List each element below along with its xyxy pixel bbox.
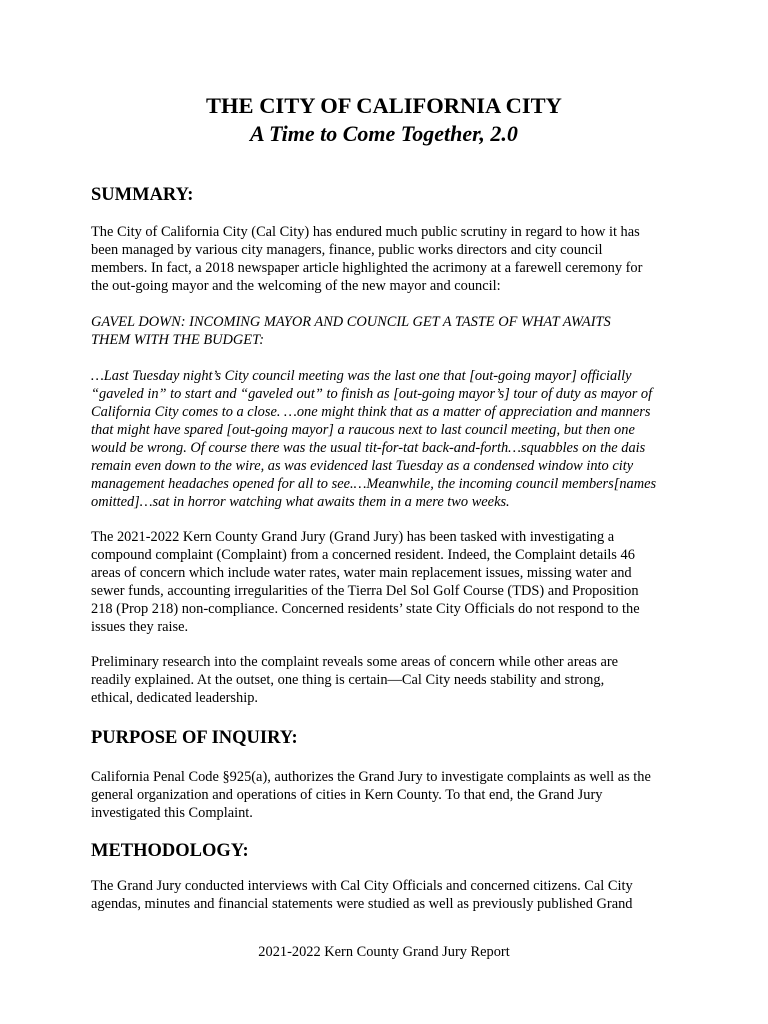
methodology-heading: METHODOLOGY: xyxy=(91,841,249,861)
quote-line: management headaches opened for all to see.…Meanwhile, the incoming council members[names xyxy=(91,476,657,492)
paragraph-line: sewer funds, accounting irregularities of the Tierra Del Sol Golf Course (TDS) and Proposition xyxy=(91,583,639,599)
methodology-paragraph xyxy=(91,877,681,913)
complaint-paragraph xyxy=(91,528,681,636)
document-title: THE CITY OF CALIFORNIA CITY xyxy=(206,93,562,118)
paragraph-line: 218 (Prop 218) non-compliance. Concerned residents’ state City Officials do not respond to the xyxy=(91,601,640,617)
paragraph-line: general organization and operations of cities in Kern County. To that end, the Grand Jury xyxy=(91,787,603,803)
purpose-paragraph xyxy=(91,768,681,822)
headline-line: THEM WITH THE BUDGET: xyxy=(91,332,265,348)
paragraph-line: compound complaint (Complaint) from a concerned resident. Indeed, the Complaint details 46 xyxy=(91,547,635,563)
paragraph-line: investigated this Complaint. xyxy=(91,805,253,821)
quote-line: California City comes to a close. …one might think that as a matter of appreciation and manners xyxy=(91,404,651,420)
paragraph-line: ethical, dedicated leadership. xyxy=(91,690,259,706)
quote-line: …Last Tuesday night’s City council meeting was the last one that [out-going mayor] officially xyxy=(91,368,632,384)
quote-line: remain even down to the wire, as was evidenced last Tuesday as a condensed window into city xyxy=(91,458,634,474)
quote-line: omitted]…sat in horror watching what awaits them in a mere two weeks. xyxy=(91,494,510,510)
paragraph-line: The 2021-2022 Kern County Grand Jury (Grand Jury) has been tasked with investigating a xyxy=(91,529,615,545)
summary-intro-paragraph xyxy=(91,223,681,295)
paragraph-line: agendas, minutes and financial statements were studied as well as previously published Grand xyxy=(91,896,633,912)
paragraph-line: The City of California City (Cal City) has endured much public scrutiny in regard to how it has xyxy=(91,224,640,240)
paragraph-line: the out-going mayor and the welcoming of the new mayor and council: xyxy=(91,278,501,294)
research-paragraph xyxy=(91,653,681,707)
purpose-heading: PURPOSE OF INQUIRY: xyxy=(91,728,298,748)
quote-line: would be wrong. Of course there was the usual tit-for-tat back-and-forth…squabbles on the dais xyxy=(91,440,646,456)
paragraph-line: areas of concern which include water rates, water main replacement issues, missing water and xyxy=(91,565,632,581)
paragraph-line: been managed by various city managers, finance, public works directors and city council xyxy=(91,242,603,258)
paragraph-line: California Penal Code §925(a), authorizes the Grand Jury to investigate complaints as well as the xyxy=(91,769,651,785)
paragraph-line: readily explained. At the outset, one thing is certain—Cal City needs stability and strong, xyxy=(91,672,605,688)
paragraph-line: issues they raise. xyxy=(91,619,189,635)
article-headline xyxy=(91,313,681,349)
paragraph-line: members. In fact, a 2018 newspaper article highlighted the acrimony at a farewell ceremony for xyxy=(91,260,643,276)
quote-line: “gaveled in” to start and “gaveled out” to finish as [out-going mayor’s] tour of duty as mayor of xyxy=(91,386,653,402)
quote-line: that might have spared [out-going mayor] a raucous next to last council meeting, but then one xyxy=(91,422,635,438)
document-subtitle: A Time to Come Together, 2.0 xyxy=(250,121,518,146)
headline-line: GAVEL DOWN: INCOMING MAYOR AND COUNCIL GET A TASTE OF WHAT AWAITS xyxy=(91,314,611,330)
title-block xyxy=(0,92,768,148)
summary-heading: SUMMARY: xyxy=(91,185,194,205)
article-quote xyxy=(91,367,681,511)
paragraph-line: Preliminary research into the complaint reveals some areas of concern while other areas are xyxy=(91,654,619,670)
page-footer: 2021-2022 Kern County Grand Jury Report xyxy=(258,944,510,960)
paragraph-line: The Grand Jury conducted interviews with Cal City Officials and concerned citizens. Cal City xyxy=(91,878,633,894)
